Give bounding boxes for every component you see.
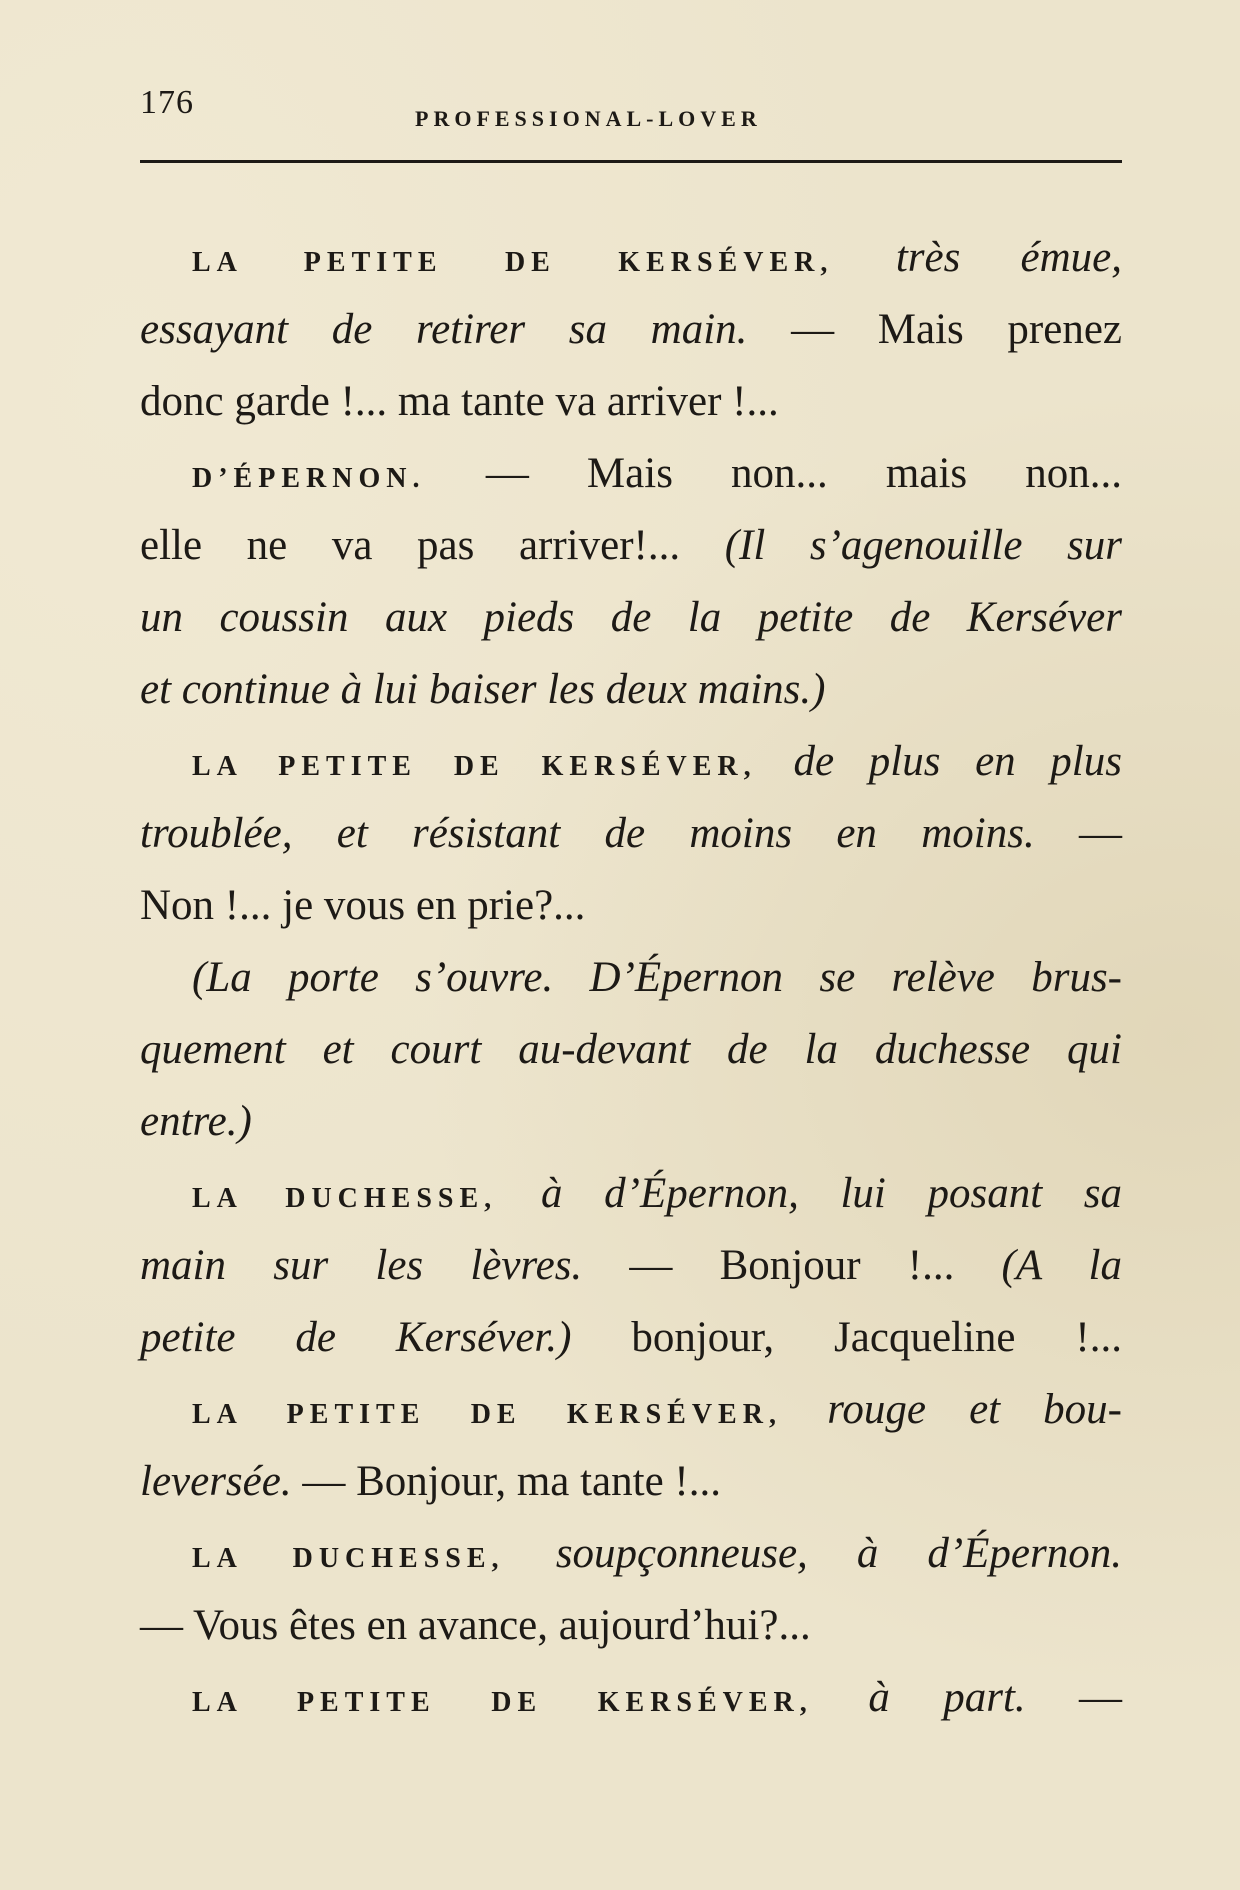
text-line: [140, 726, 1122, 798]
stage-direction: (La porte s’ouvre. D’Épernon se relève brus-: [192, 954, 1122, 1001]
stage-direction: de plus en plus: [793, 738, 1122, 785]
dialogue-text: — Mais prenez: [791, 306, 1122, 353]
dialogue-text: —: [1079, 810, 1122, 857]
dialogue-text: elle ne va pas arriver!...: [140, 522, 725, 569]
text-line: [140, 294, 1122, 366]
stage-direction: quement et court au-devant de la duchesse qui: [140, 1026, 1122, 1073]
page-header: [140, 84, 1120, 144]
speaker-name: LA DUCHESSE,: [192, 1543, 556, 1574]
dialogue-text: donc garde !... ma tante va arriver !...: [140, 378, 779, 425]
text-line: [140, 798, 1122, 870]
stage-direction: soupçonneuse, à d’Épernon.: [555, 1530, 1122, 1577]
text-line: [140, 222, 1122, 294]
dialogue-text: Non !... je vous en prie?...: [140, 882, 586, 929]
speaker-name: LA PETITE DE KERSÉVER,: [192, 247, 896, 278]
text-line: [140, 1302, 1122, 1374]
text-line: [140, 582, 1122, 654]
stage-direction: très émue,: [895, 234, 1122, 281]
text-line: [140, 1518, 1122, 1590]
speaker-name: LA PETITE DE KERSÉVER,: [192, 751, 794, 782]
text-line: [140, 1014, 1122, 1086]
play-text: [140, 222, 1122, 1734]
dialogue-text: bonjour, Jacqueline !...: [631, 1314, 1122, 1361]
dialogue-text: — Bonjour !...: [629, 1242, 1002, 1289]
text-line: [140, 654, 1122, 726]
page-number: 176: [140, 84, 194, 121]
text-line: [140, 1230, 1122, 1302]
text-line: [140, 942, 1122, 1014]
dialogue-text: — Bonjour, ma tante !...: [302, 1458, 721, 1505]
text-line: [140, 1158, 1122, 1230]
stage-direction: un coussin aux pieds de la petite de Kerséver: [140, 594, 1122, 641]
running-title: PROFESSIONAL-LOVER: [415, 106, 762, 131]
speaker-name: D’ÉPERNON.: [192, 463, 486, 494]
stage-direction: rouge et bou-: [827, 1386, 1122, 1433]
stage-direction: main sur les lèvres.: [140, 1242, 630, 1289]
text-line: [140, 366, 1122, 438]
dialogue-text: — Vous êtes en avance, aujourd’hui?...: [140, 1602, 811, 1649]
speaker-name: LA DUCHESSE,: [192, 1183, 542, 1214]
text-line: [140, 1086, 1122, 1158]
header-rule: [140, 160, 1122, 163]
dialogue-text: —: [1079, 1674, 1122, 1721]
stage-direction: essayant de retirer sa main.: [140, 306, 792, 353]
stage-direction: petite de Kerséver.): [140, 1314, 632, 1361]
speaker-name: LA PETITE DE KERSÉVER,: [192, 1399, 828, 1430]
dialogue-text: — Mais non... mais non...: [485, 450, 1122, 497]
text-line: [140, 1662, 1122, 1734]
stage-direction: et continue à lui baiser les deux mains.): [140, 666, 826, 713]
text-line: [140, 510, 1122, 582]
stage-direction: troublée, et résistant de moins en moins.: [140, 810, 1079, 857]
text-line: [140, 1374, 1122, 1446]
stage-direction: entre.): [140, 1098, 252, 1145]
stage-direction: (Il s’agenouille sur: [724, 522, 1122, 569]
stage-direction: leversée.: [140, 1458, 303, 1505]
text-line: [140, 1446, 1122, 1518]
text-line: [140, 870, 1122, 942]
stage-direction: (A la: [1001, 1242, 1122, 1289]
stage-direction: à part.: [868, 1674, 1079, 1721]
speaker-name: LA PETITE DE KERSÉVER,: [192, 1687, 869, 1718]
stage-direction: à d’Épernon, lui posant sa: [541, 1170, 1122, 1217]
text-line: [140, 1590, 1122, 1662]
text-line: [140, 438, 1122, 510]
